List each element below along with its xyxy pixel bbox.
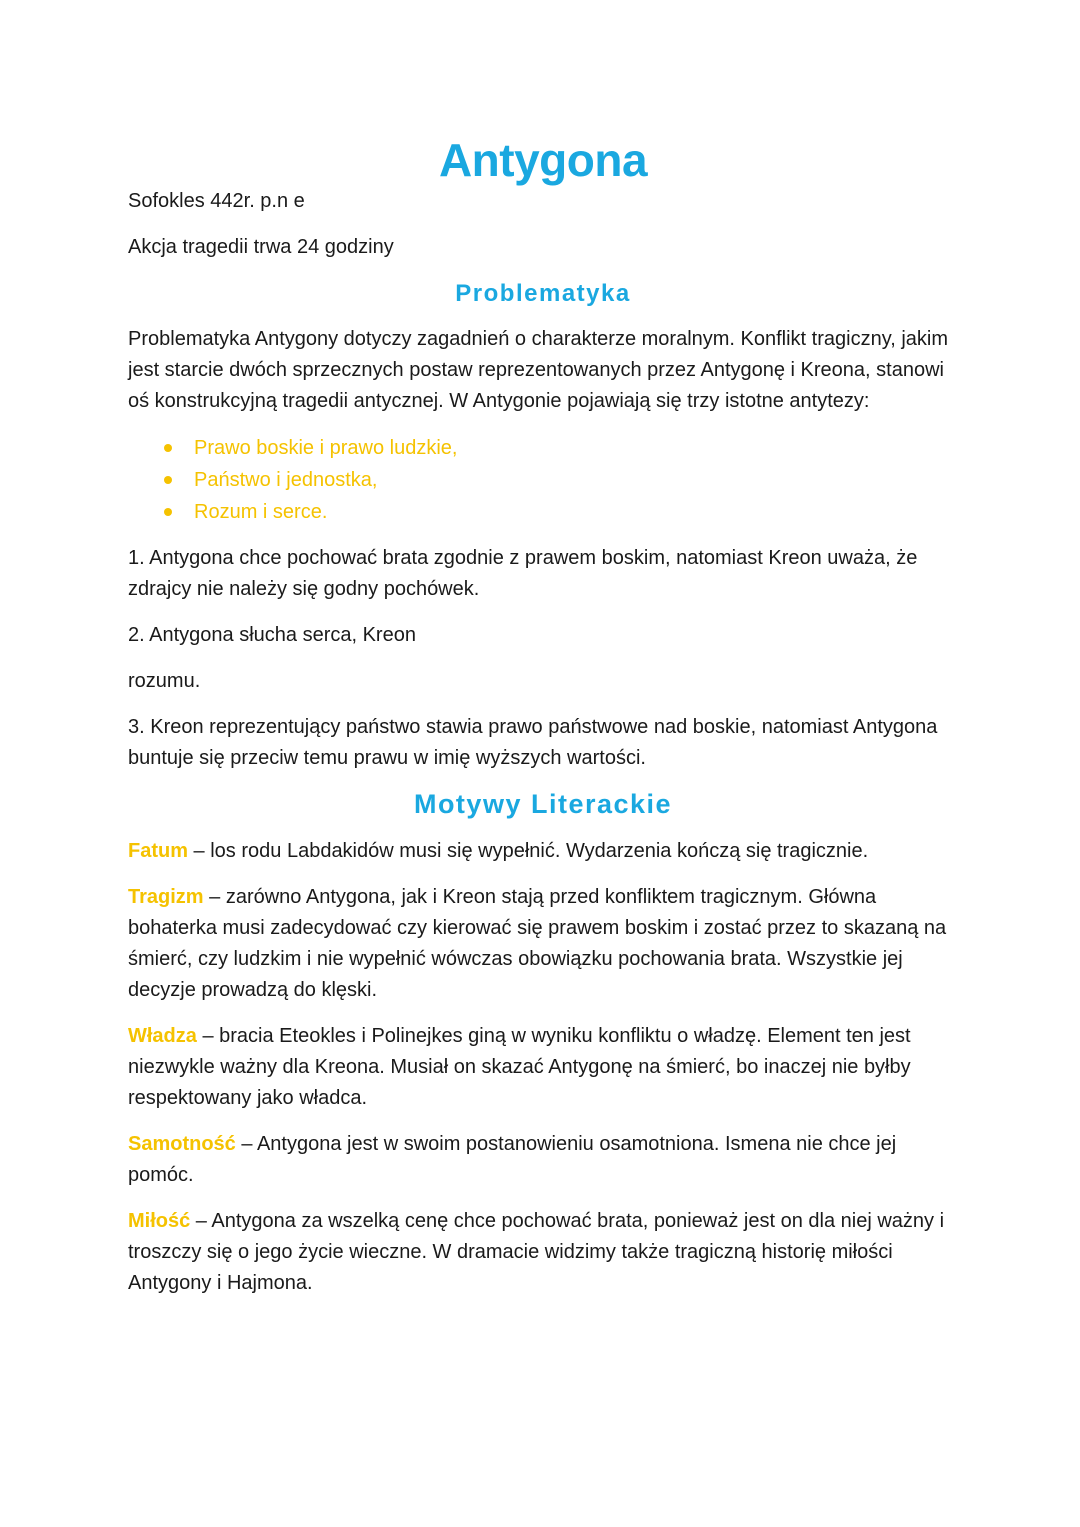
bullet-icon: [164, 476, 172, 484]
motif-description: – los rodu Labdakidów musi się wypełnić. Wydarzenia kończą się tragicznie.: [188, 840, 869, 862]
antithesis-text: Prawo boskie i prawo ludzkie,: [194, 437, 458, 459]
motif-samotnosc: [128, 1129, 958, 1191]
motif-term: Fatum: [128, 840, 188, 862]
motif-description: – Antygona jest w swoim postanowieniu osamotniona. Ismena nie chce jej pomóc.: [128, 1133, 897, 1186]
duration-line: Akcja tragedii trwa 24 godziny: [128, 236, 394, 258]
point-3: 3. Kreon reprezentujący państwo stawia prawo państwowe nad boskie, natomiast Antygona buntuje się przeciw temu prawu w imię wyższych wartości.: [128, 716, 938, 769]
motif-term: Tragizm: [128, 886, 204, 908]
motif-wladza: [128, 1021, 958, 1114]
motywy-heading: Motywy Literackie: [413, 789, 673, 819]
bullet-icon: [164, 444, 172, 452]
antitheses-list: [128, 432, 958, 528]
motif-term: Miłość: [128, 1210, 191, 1232]
motif-term: Samotność: [128, 1133, 236, 1155]
motif-description: – zarówno Antygona, jak i Kreon stają przed konfliktem tragicznym. Główna bohaterka musi zadecydować czy kierować się prawem boskim i zostać przez to skazaną na śmierć, czy ludzkim i nie wypełnić wówczas obowiązku pochowania brata. Wszystkie jej decyzje prowadzą do klęski.: [128, 886, 947, 1001]
point-2-continuation: rozumu.: [128, 670, 201, 692]
problematyka-heading: Problematyka: [455, 280, 631, 307]
document-title: Antygona: [438, 134, 648, 186]
problematyka-intro: Problematyka Antygony dotyczy zagadnień o charakterze moralnym. Konflikt tragiczny, jakim jest starcie dwóch sprzecznych postaw reprezentowanych przez Antygonę i Kreona, stanowi oś konstrukcyjną tragedii antycznej. W Antygonie pojawiają się trzy istotne antytezy:: [128, 328, 948, 412]
antithesis-item: [128, 496, 958, 528]
document-page: [128, 132, 958, 1299]
motif-fatum: [128, 836, 958, 867]
motif-milosc: [128, 1206, 958, 1299]
point-2: 2. Antygona słucha serca, Kreon: [128, 624, 416, 646]
bullet-icon: [164, 508, 172, 516]
motif-description: – Antygona za wszelką cenę chce pochować brata, ponieważ jest on dla niej ważny i troszczy się o jego życie wieczne. W dramacie widzimy także tragiczną historię miłości Antygony i Hajmona.: [128, 1210, 945, 1294]
antithesis-item: [128, 432, 958, 464]
antithesis-text: Państwo i jednostka,: [194, 469, 378, 491]
motif-term: Władza: [128, 1025, 197, 1047]
author-date-line: Sofokles 442r. p.n e: [128, 190, 305, 212]
antithesis-item: [128, 464, 958, 496]
antithesis-text: Rozum i serce.: [194, 501, 328, 523]
motif-tragizm: [128, 882, 958, 1006]
point-1: 1. Antygona chce pochować brata zgodnie z prawem boskim, natomiast Kreon uważa, że zdrajcy nie należy się godny pochówek.: [128, 547, 918, 600]
motif-description: – bracia Eteokles i Polinejkes giną w wyniku konfliktu o władzę. Element ten jest niezwykle ważny dla Kreona. Musiał on skazać Antygonę na śmierć, bo inaczej nie byłby respektowany jako władca.: [128, 1025, 911, 1109]
